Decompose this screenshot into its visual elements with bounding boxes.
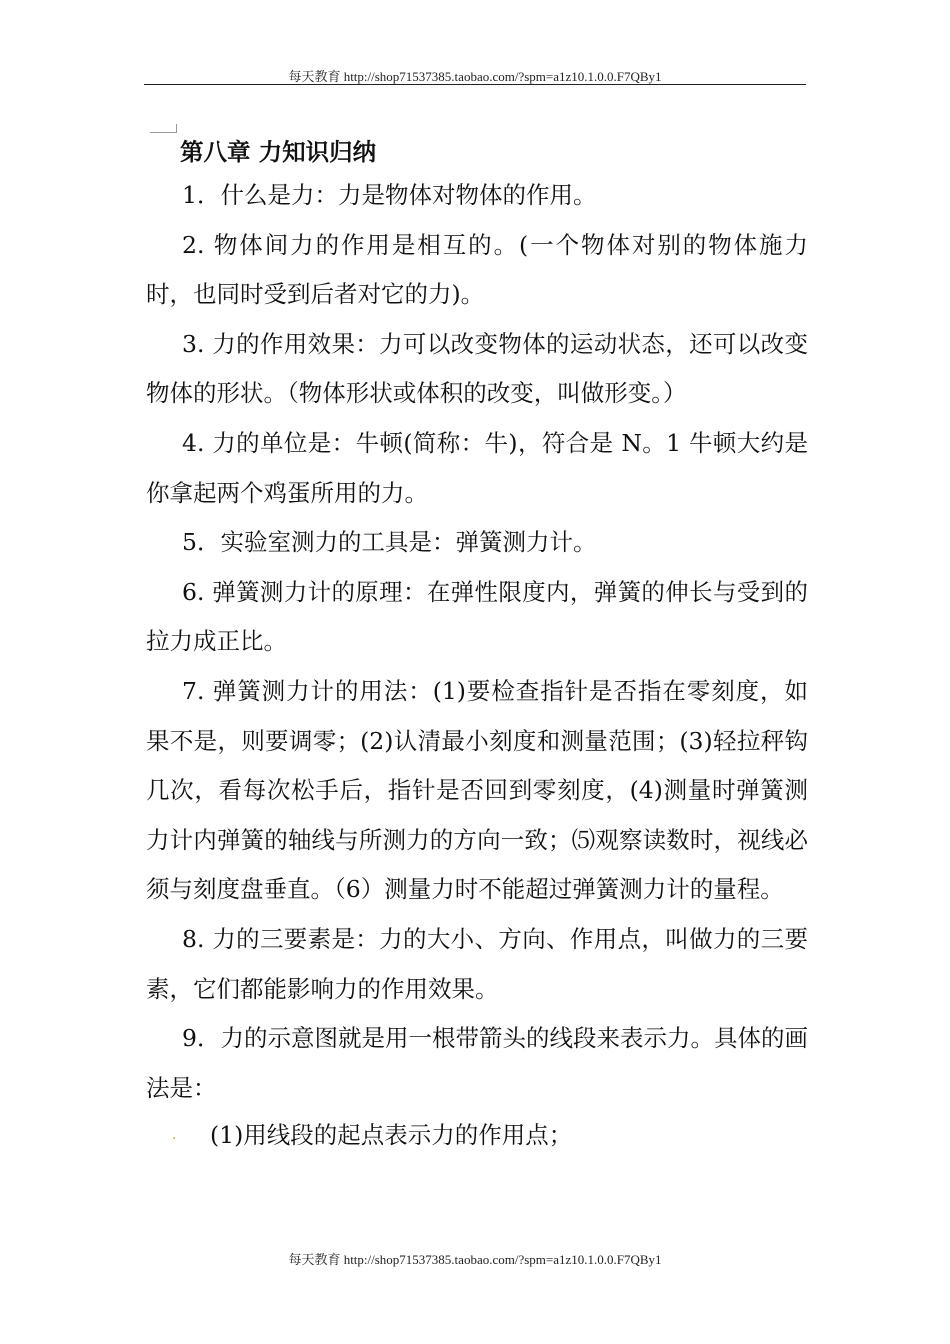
page-header: 每天教育 http://shop71537385.taobao.com/?spm=a1z10.1.0.0.F7QBy1 [288, 69, 662, 84]
paragraph-2: 2. 物体间力的作用是相互的。(一个物体对别的物体施力时，也同时受到后者对它的力)。 [146, 230, 808, 309]
subitem-1 [146, 1113, 808, 1157]
subitem-text: (1)用线段的起点表示力的作用点； [210, 1121, 573, 1150]
paragraph-6: 6. 弹簧测力计的原理：在弹性限度内，弹簧的伸长与受到的拉力成正比。 [146, 577, 808, 656]
paragraph-4: 4. 力的单位是：牛顿(简称：牛)，符合是 N。1 牛顿大约是你拿起两个鸡蛋所用的力。 [146, 428, 808, 507]
paragraph-1: 1．什么是力：力是物体对物体的作用。 [182, 181, 597, 209]
paragraph-8: 8. 力的三要素是：力的大小、方向、作用点，叫做力的三要素，它们都能影响力的作用效果。 [146, 924, 808, 1003]
paragraph-3: 3. 力的作用效果：力可以改变物体的运动状态，还可以改变物体的形状。（物体形状或体积的改变，叫做形变。） [146, 329, 808, 408]
text-boundary-mark [150, 124, 177, 133]
paragraph-9: 9．力的示意图就是用一根带箭头的线段来表示力。具体的画法是： [146, 1024, 808, 1102]
page-footer: 每天教育 http://shop71537385.taobao.com/?spm=a1z10.1.0.0.F7QBy1 [288, 1252, 662, 1267]
paragraph-7: 7. 弹簧测力计的用法：(1)要检查指针是否指在零刻度，如果不是，则要调零；(2)认清最小刻度和测量范围；(3)轻拉秤钩几次，看每次松手后，指针是否回到零刻度，(4)测量时弹簧测力计内弹簧的轴线与所测力的方向一致；⑸观察读数时，视线必须与刻度盘垂直。（6）测量力时不能超过弹簧测力计的量程。 [146, 676, 808, 904]
paragraph-5: 5．实验室测力的工具是：弹簧测力计。 [182, 528, 597, 557]
bullet-mark: . [172, 1127, 177, 1144]
document-body [146, 133, 808, 1157]
chapter-title: 第八章 力知识归纳 [180, 138, 377, 166]
header-rule [144, 84, 806, 85]
